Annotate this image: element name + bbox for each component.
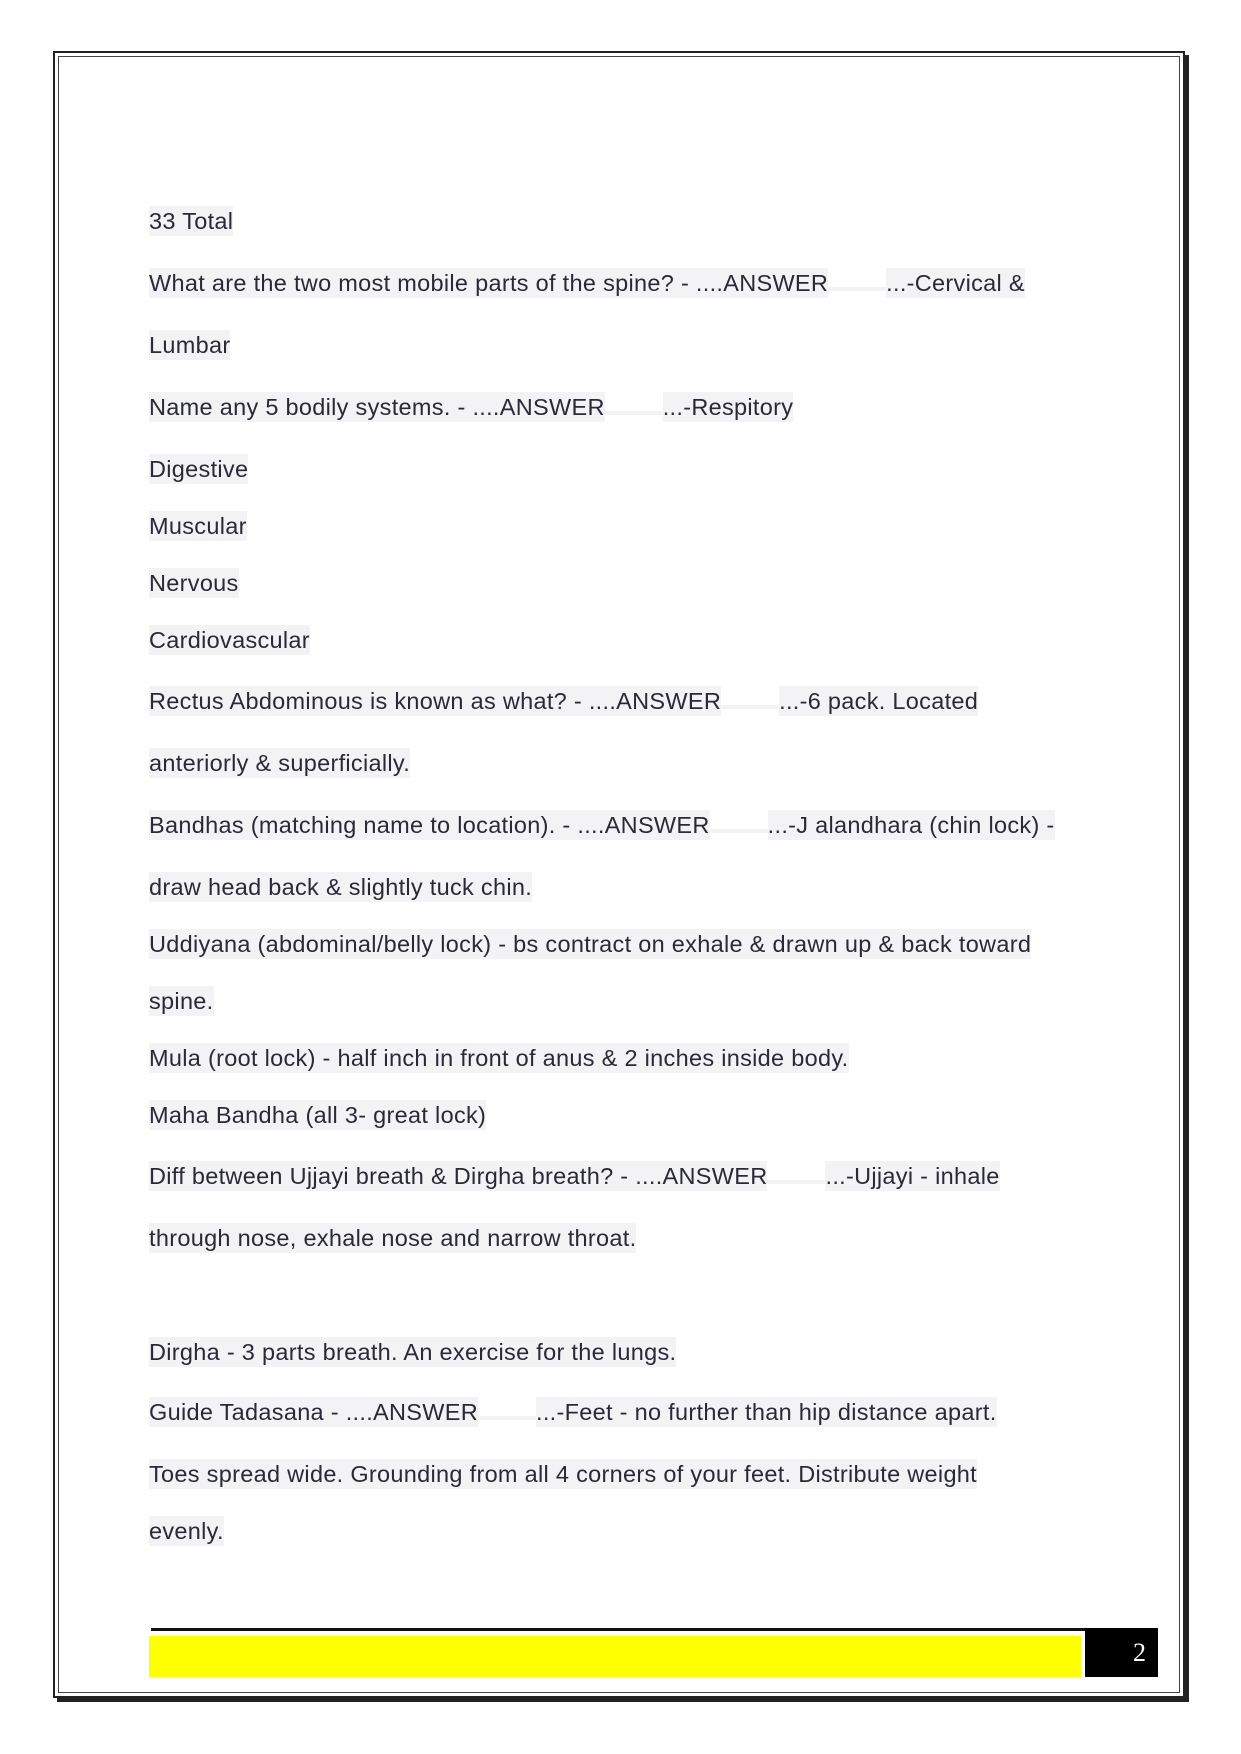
question-line: Name any 5 bodily systems. - ....ANSWER ...-Respitory bbox=[149, 394, 794, 420]
question-line: What are the two most mobile parts of the spine? - ....ANSWER ...-Cervical & bbox=[149, 270, 1025, 296]
text-line: spine. bbox=[149, 988, 214, 1014]
question-line: Guide Tadasana - ....ANSWER ...-Feet - no further than hip distance apart. bbox=[149, 1399, 997, 1425]
page-number: 2 bbox=[1085, 1628, 1158, 1677]
text-line: 33 Total bbox=[149, 208, 234, 234]
text-line: Uddiyana (abdominal/belly lock) - bs contract on exhale & drawn up & back toward bbox=[149, 931, 1032, 957]
text-line: Dirgha - 3 parts breath. An exercise for the lungs. bbox=[149, 1339, 677, 1365]
text-line: Muscular bbox=[149, 513, 247, 539]
question-line: Diff between Ujjayi breath & Dirgha breath? - ....ANSWER ...-Ujjayi - inhale bbox=[149, 1163, 1000, 1189]
text-line: Lumbar bbox=[149, 332, 231, 358]
text-line: Mula (root lock) - half inch in front of anus & 2 inches inside body. bbox=[149, 1045, 849, 1071]
question-line: Rectus Abdominous is known as what? - ....ANSWER ...-6 pack. Located bbox=[149, 688, 979, 714]
footer-rule bbox=[151, 1628, 1093, 1631]
text-line: Toes spread wide. Grounding from all 4 corners of your feet. Distribute weight bbox=[149, 1461, 978, 1487]
text-line: anteriorly & superficially. bbox=[149, 750, 411, 776]
text-line: Maha Bandha (all 3- great lock) bbox=[149, 1102, 487, 1128]
footer-highlight-bar bbox=[149, 1636, 1081, 1677]
text-line: draw head back & slightly tuck chin. bbox=[149, 874, 533, 900]
text-line: Cardiovascular bbox=[149, 627, 310, 653]
question-line: Bandhas (matching name to location). - ....ANSWER ...-J alandhara (chin lock) - bbox=[149, 812, 1055, 838]
text-line: Digestive bbox=[149, 456, 249, 482]
text-line: Nervous bbox=[149, 570, 239, 596]
text-line: evenly. bbox=[149, 1518, 224, 1544]
text-line: through nose, exhale nose and narrow throat. bbox=[149, 1225, 637, 1251]
